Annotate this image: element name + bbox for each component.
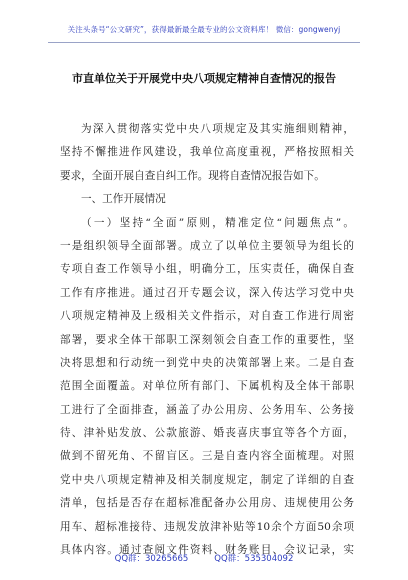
body-line: 范围全面覆盖。对单位所有部门、下属机构及全体干部职 [60, 380, 354, 393]
body-line: 用车、超标准接待、违规发放津补贴等10余个方面50余项 [60, 520, 354, 533]
body-line: 做到不留死角、不留盲区。三是自查内容全面梳理。对照 [60, 450, 354, 463]
body-line: 八项规定精神及上级相关文件指示，对自查工作进行周密 [60, 310, 354, 323]
body-line: 工作有序推进。通过召开专题会议，深入传达学习党中央 [60, 286, 354, 299]
body-line: 要求，全面开展自查自纠工作。现将自查情况报告如下。 [60, 169, 325, 182]
body-line: 党中央八项规定精神及相关制度规定，制定了详细的自查 [60, 473, 354, 486]
document-title: 市直单位关于开展党中央八项规定精神自查情况的报告 [72, 72, 336, 85]
document-body [60, 118, 354, 562]
body-line: 工进行了全面排查，涵盖了办公用房、公务用车、公务接 [60, 403, 354, 416]
body-line: 清单，包括是否存在超标准配备办公用房、违规使用公务 [60, 497, 354, 510]
body-line: 一是组织领导全面部署。成立了以单位主要领导为组长的 [60, 239, 354, 252]
body-line: 坚持不懈推进作风建设，我单位高度重视，严格按照相关 [60, 146, 354, 159]
body-line: 待、津补贴发放、公款旅游、婚丧喜庆事宜等各个方面， [60, 427, 354, 440]
body-line: 为深入贯彻落实党中央八项规定及其实施细则精神， [81, 123, 354, 135]
qq-group-2: QQ群：535304092 [214, 554, 294, 564]
header-divider [48, 42, 360, 43]
section-heading: 一、工作开展情况 [81, 193, 166, 206]
body-line: 决将思想和行动统一到党中央的决策部署上来。二是自查 [60, 356, 354, 369]
footer-contacts [0, 552, 408, 564]
body-line: 具体内容。通过查阅文件资料、财务账目、会议记录，实 [60, 544, 354, 557]
qq-group-1: QQ群：30265665 [114, 554, 189, 564]
subsection-heading: （一）坚持“全面”原则，精准定位“问题焦点”。 [81, 216, 354, 229]
body-line: 部署，要求全体干部职工深刻领会自查工作的重要性，坚 [60, 333, 354, 346]
header-banner: 关注头条号“公文研究”，获得最新最全最专业的公文资料库！ 微信：gongwenyj [67, 25, 341, 34]
body-line: 专项自查工作领导小组，明确分工，压实责任，确保自查 [60, 263, 354, 276]
